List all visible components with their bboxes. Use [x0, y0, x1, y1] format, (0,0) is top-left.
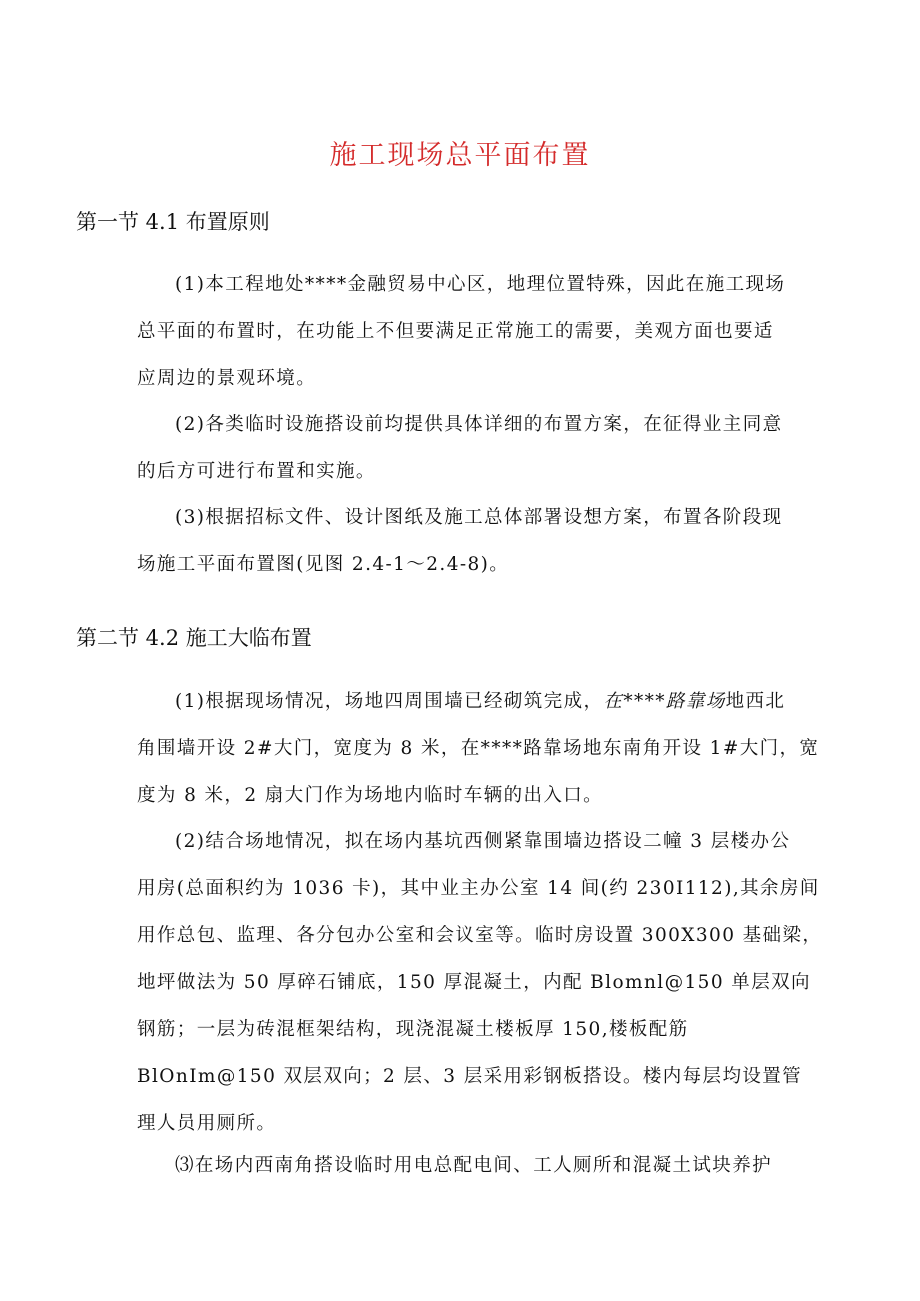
- text-line: 理人员用厕所。: [137, 1113, 277, 1134]
- paragraph-4-2-3: [137, 1142, 785, 1189]
- text-line: BlOnIm@150 双层双向；2 层、3 层采用彩钢板搭设。楼内每层均设置管: [137, 1066, 803, 1087]
- text-line: (2)各类临时设施搭设前均提供具体详细的布置方案，在征得业主同意: [175, 414, 783, 435]
- paragraph-4-1-3: [137, 494, 785, 588]
- text-line: ⑶在场内西南角搭设临时用电总配电间、工人厕所和混凝土试块养护: [175, 1155, 773, 1176]
- section-heading-4-2: 第二节 4.2 施工大临布置: [76, 626, 312, 650]
- text-line: 地坪做法为 50 厚碎石铺底，150 厚混凝土，内配 Blomnl@150 单层双向: [137, 972, 811, 993]
- text-line: 度为 8 米，2 扇大门作为场地内临时车辆的出入口。: [137, 785, 604, 806]
- text-line: (1)本工程地处****金融贸易中心区，地理位置特殊，因此在施工现场: [175, 274, 786, 295]
- text-run: (1)根据现场情况，场地四周围墙已经砌筑完成，: [175, 691, 604, 712]
- section-heading-4-1: 第一节 4.1 布置原则: [76, 210, 270, 234]
- text-line: 的后方可进行布置和实施。: [137, 461, 376, 482]
- paragraph-4-2-1: [137, 678, 820, 819]
- text-line: 角围墙开设 2#大门，宽度为 8 米，在****路靠场地东南角开设 1#大门，宽: [137, 738, 820, 759]
- italic-text-run: 在****路靠场: [603, 691, 726, 712]
- text-run: 地西北: [725, 691, 786, 712]
- text-line: [137, 678, 785, 725]
- text-line: (3)根据招标文件、设计图纸及施工总体部署设想方案，布置各阶段现: [175, 507, 783, 528]
- document-title: 施工现场总平面布置: [329, 140, 591, 171]
- paragraph-4-1-1: [137, 261, 785, 402]
- text-line: 场施工平面布置图(见图 2.4-1～2.4-8)。: [137, 554, 510, 575]
- text-line: 用房(总面积约为 1036 卡)，其中业主办公室 14 间(约 230I112),其余房间: [137, 878, 820, 899]
- paragraph-4-1-2: [137, 401, 785, 495]
- text-line: 总平面的布置时，在功能上不但要满足正常施工的需要，美观方面也要适: [137, 321, 774, 342]
- text-line: (2)结合场地情况，拟在场内基坑西侧紧靠围墙边搭设二幢 3 层楼办公: [175, 831, 791, 852]
- paragraph-4-2-2: [137, 818, 823, 1147]
- text-line: 应周边的景观环境。: [137, 368, 317, 389]
- text-line: 钢筋；一层为砖混框架结构，现浇混凝土楼板厚 150,楼板配筋: [137, 1019, 689, 1040]
- text-line: 用作总包、监理、各分包办公室和会议室等。临时房设置 300X300 基础梁，: [137, 925, 823, 946]
